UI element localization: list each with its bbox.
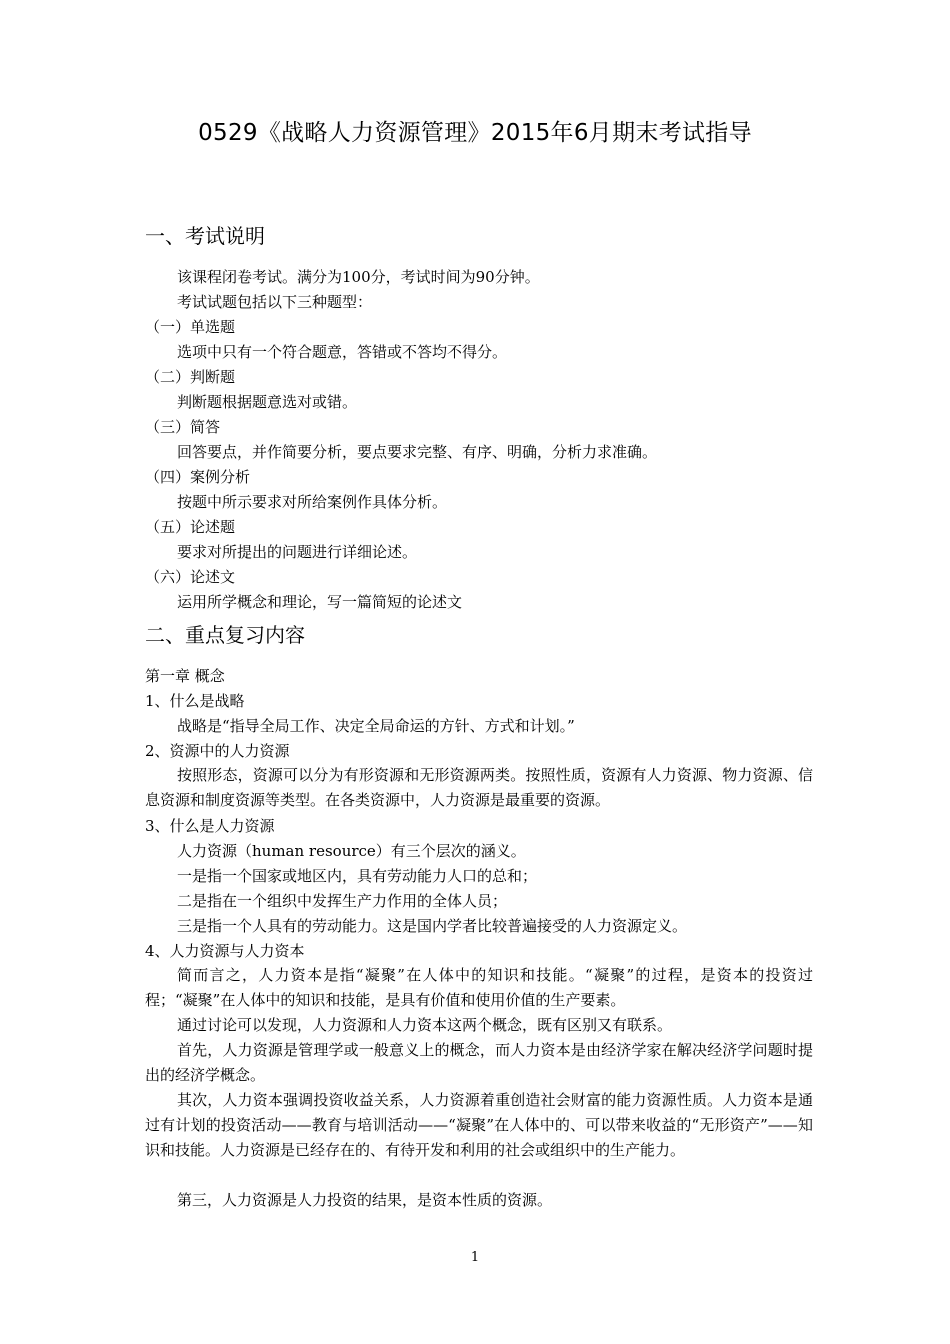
topic-title-human-resources: 3、什么是人力资源 xyxy=(145,817,275,835)
topic-paragraph: 通过讨论可以发现，人力资源和人力资本这两个概念，既有区别又有联系。 xyxy=(177,1016,673,1034)
question-type-description: 回答要点，并作简要分析，要点要求完整、有序、明确，分析力求准确。 xyxy=(177,443,658,461)
topic-line: 三是指一个人具有的劳动能力。这是国内学者比较普遍接受的人力资源定义。 xyxy=(177,917,688,935)
exam-question-types-text: 考试试题包括以下三种题型： xyxy=(177,293,373,311)
question-type-description: 按题中所示要求对所给案例作具体分析。 xyxy=(177,493,448,511)
question-type-description: 选项中只有一个符合题意，答错或不答均不得分。 xyxy=(177,343,508,361)
question-type-label: （二）判断题 xyxy=(145,368,236,386)
topic-line: 一是指一个国家或地区内，具有劳动能力人口的总和； xyxy=(177,867,538,885)
question-type-description: 运用所学概念和理论，写一篇简短的论述文 xyxy=(177,593,463,611)
question-type-label: （三）简答 xyxy=(145,418,221,436)
topic-title-human-capital: 4、人力资源与人力资本 xyxy=(145,942,305,960)
topic-paragraph: 简而言之，人力资本是指“凝聚”在人体中的知识和技能。“凝聚”的过程，是资本的投资过程；“凝聚”在人体中的知识和技能，是具有价值和使用价值的生产要素。 xyxy=(145,966,813,1009)
topic-line: 二是指在一个组织中发挥生产力作用的全体人员； xyxy=(177,892,508,910)
question-type-label: （四）案例分析 xyxy=(145,468,251,486)
question-type-description: 判断题根据题意选对或错。 xyxy=(177,393,358,411)
topic-paragraph: 其次，人力资本强调投资收益关系，人力资源着重创造社会财富的能力资源性质。人力资本是通过有计划的投资活动——教育与培训活动——“凝聚”在人体中的、可以带来收益的“无形资产”——知识和技能。人力资源是已经存在的、有待开发和利用的社会或组织中的生产能力。 xyxy=(145,1091,813,1159)
topic-line: 人力资源（human resource）有三个层次的涵义。 xyxy=(177,842,526,860)
question-type-label: （一）单选题 xyxy=(145,318,236,336)
page-number: 1 xyxy=(470,1250,480,1265)
topic-paragraph: 首先，人力资源是管理学或一般意义上的概念，而人力资本是由经济学家在解决经济学问题时提出的经济学概念。 xyxy=(145,1041,813,1084)
chapter-title: 第一章 概念 xyxy=(145,667,225,685)
topic-paragraph: 第三，人力资源是人力投资的结果，是资本性质的资源。 xyxy=(177,1191,553,1209)
topic-paragraph-resources: 按照形态，资源可以分为有形资源和无形资源两类。按照性质，资源有人力资源、物力资源、信息资源和制度资源等类型。在各类资源中，人力资源是最重要的资源。 xyxy=(145,766,813,809)
question-type-label: （五）论述题 xyxy=(145,518,236,536)
topic-title-resources: 2、资源中的人力资源 xyxy=(145,742,290,760)
topic-title-strategy: 1、什么是战略 xyxy=(145,692,245,710)
section-heading-exam-description: 一、考试说明 xyxy=(145,224,265,248)
question-type-description: 要求对所提出的问题进行详细论述。 xyxy=(177,543,418,561)
exam-intro-text: 该课程闭卷考试。满分为100分，考试时间为90分钟。 xyxy=(177,268,540,286)
question-type-label: （六）论述文 xyxy=(145,568,236,586)
topic-text-strategy: 战略是“指导全局工作、决定全局命运的方针、方式和计划。” xyxy=(177,717,575,735)
document-title: 0529《战略人力资源管理》2015年6月期末考试指导 xyxy=(198,120,752,146)
section-heading-key-review: 二、重点复习内容 xyxy=(145,623,305,647)
